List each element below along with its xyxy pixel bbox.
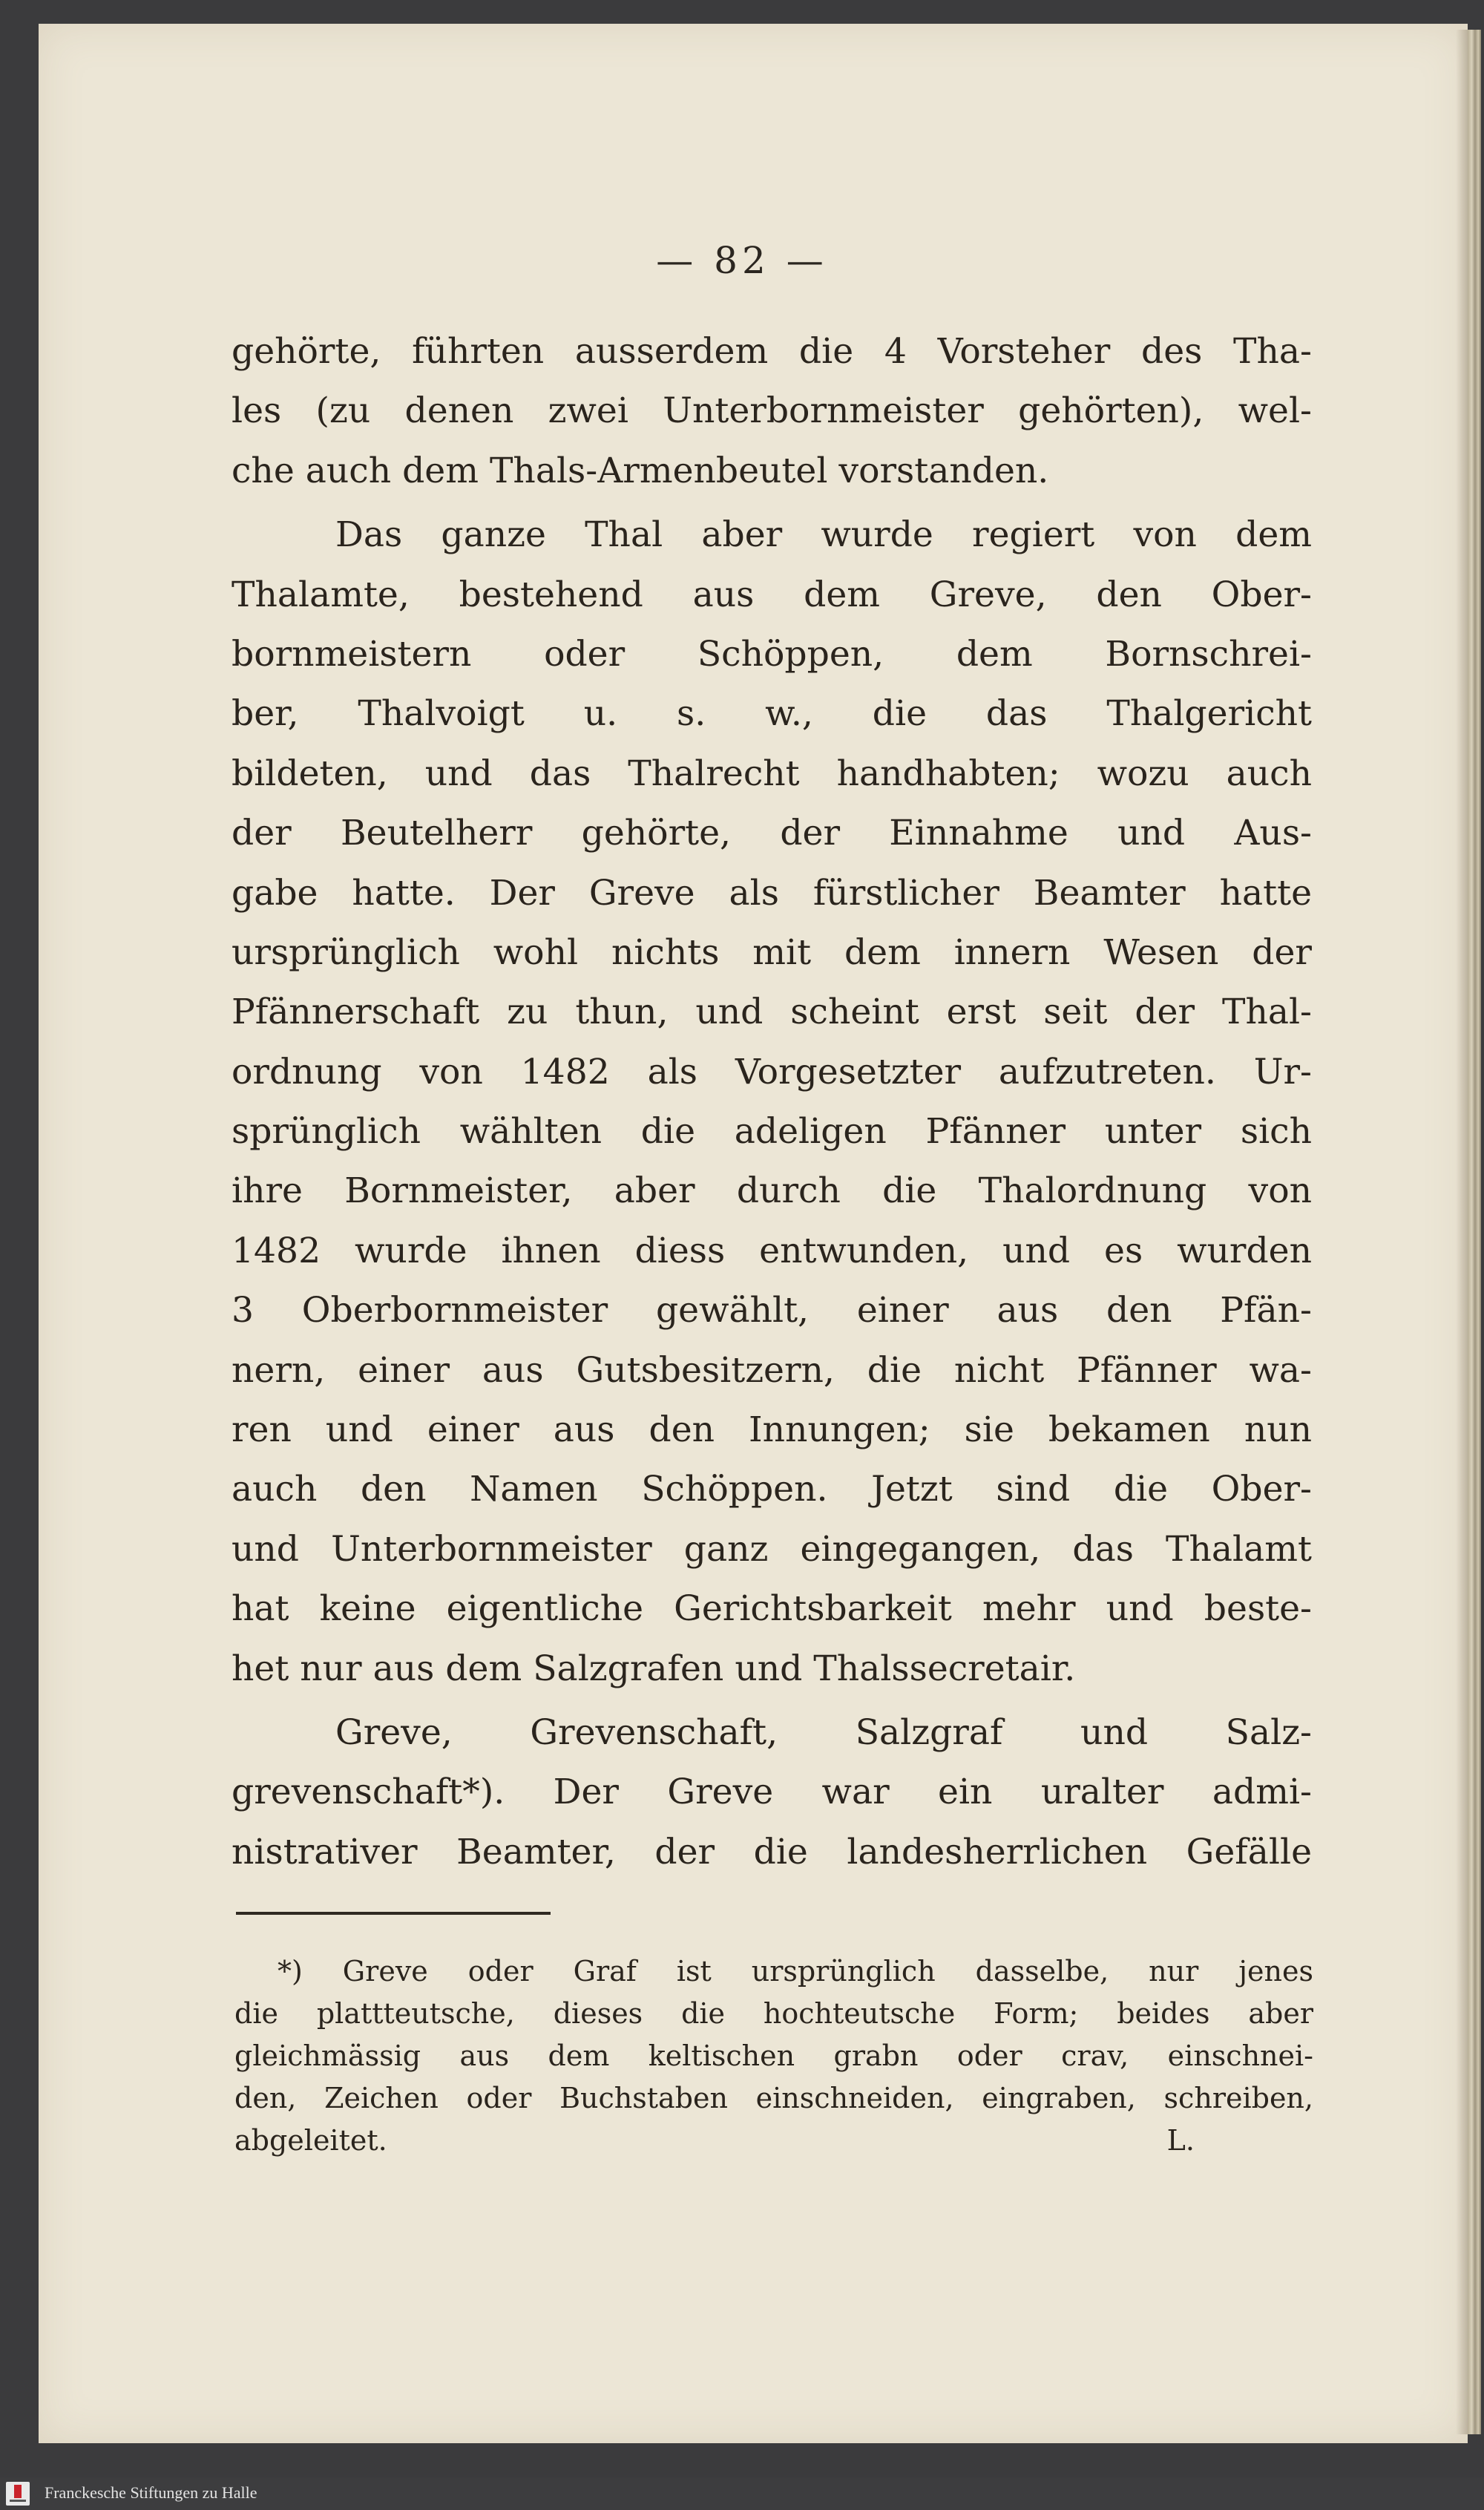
text-line: grevenschaft*). Der Greve war ein uralter admi- (232, 1772, 1312, 1813)
text-line: 1482 wurde ihnen diess entwunden, und es wurden (232, 1230, 1312, 1271)
text-line: auch den Namen Schöppen. Jetzt sind die Ober- (232, 1469, 1312, 1510)
footnote-line: abgeleitet. (234, 2124, 387, 2157)
footnote-divider (236, 1912, 551, 1915)
text-line: ihre Bornmeister, aber durch die Thalordnung von (232, 1170, 1312, 1212)
footnote (234, 1950, 1313, 2162)
footnote-signature: L. (1166, 2124, 1195, 2157)
text-line: nistrativer Beamter, der die landesherrlichen Gefälle (232, 1831, 1312, 1872)
text-line: les (zu denen zwei Unterbornmeister gehörten), wel- (232, 390, 1312, 432)
text-line: hat keine eigentliche Gerichtsbarkeit mehr und beste- (232, 1588, 1312, 1630)
text-line: gabe hatte. Der Greve als fürstlicher Beamter hatte (232, 872, 1312, 914)
text-line: gehörte, führten ausserdem die 4 Vorsteher des Tha- (232, 331, 1312, 372)
text-line: der Beutelherr gehörte, der Einnahme und Aus- (232, 813, 1312, 854)
footer-credit: Franckesche Stiftungen zu Halle (45, 2483, 257, 2502)
text-line: Thalamte, bestehend aus dem Greve, den Ober- (232, 574, 1312, 615)
footnote-last-line (234, 2120, 1313, 2162)
page-edge-stack (1468, 30, 1481, 2434)
text-line: sprünglich wählten die adeligen Pfänner unter sich (232, 1111, 1312, 1153)
institution-logo-icon (6, 2482, 30, 2506)
page-number: — 82 — (656, 239, 828, 282)
text-line: ber, Thalvoigt u. s. w., die das Thalgericht (232, 693, 1312, 735)
text-line: che auch dem Thals-Armenbeutel vorstanden. (232, 450, 1049, 491)
footnote-line: den, Zeichen oder Buchstaben einschneiden, eingraben, schreiben, (234, 2082, 1313, 2114)
text-line: Pfännerschaft zu thun, und scheint erst seit der Thal- (232, 992, 1312, 1033)
text-line: und Unterbornmeister ganz eingegangen, das Thalamt (232, 1528, 1312, 1570)
text-line: 3 Oberbornmeister gewählt, einer aus den Pfän- (232, 1290, 1312, 1331)
text-line: nern, einer aus Gutsbesitzern, die nicht Pfänner wa- (232, 1349, 1312, 1391)
text-line: Das ganze Thal aber wurde regiert von dem (335, 514, 1312, 556)
text-line: Greve, Grevenschaft, Salzgraf und Salz- (335, 1711, 1312, 1753)
footnote-line: die plattteutsche, dieses die hochteutsche Form; beides aber (234, 1997, 1313, 2030)
footnote-line: *) Greve oder Graf ist ursprünglich dasselbe, nur jenes (278, 1955, 1313, 1988)
text-line: ursprünglich wohl nichts mit dem innern Wesen der (232, 931, 1312, 973)
page-gutter-shadow (1456, 30, 1468, 2434)
text-line: het nur aus dem Salzgrafen und Thalssecretair. (232, 1648, 1076, 1689)
text-line: bildeten, und das Thalrecht handhabten; wozu auch (232, 753, 1312, 794)
text-line: bornmeistern oder Schöppen, dem Bornschrei- (232, 633, 1312, 675)
footnote-line: gleichmässig aus dem keltischen grabn oder crav, einschnei- (234, 2039, 1313, 2072)
text-line: ren und einer aus den Innungen; sie bekamen nun (232, 1409, 1312, 1451)
body-text (232, 322, 1312, 1882)
text-line: ordnung von 1482 als Vorgesetzter aufzutreten. Ur- (232, 1051, 1312, 1092)
